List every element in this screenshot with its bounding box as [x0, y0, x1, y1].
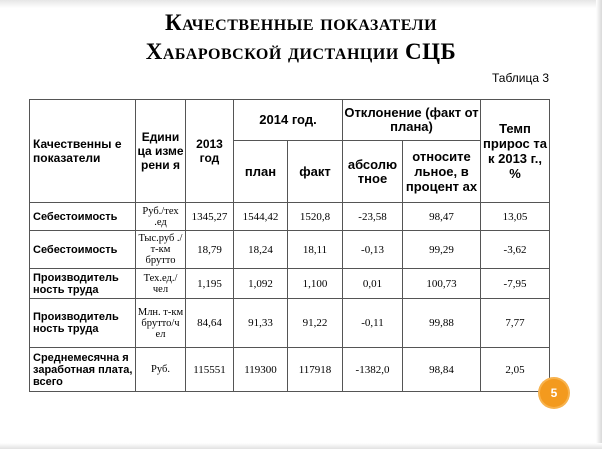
- page-number-badge: 5: [540, 379, 568, 407]
- title-line-2: Хабаровской дистанции СЦБ: [145, 39, 457, 64]
- header-indicator: Качественны е показатели: [30, 100, 136, 203]
- row-fact: 117918: [288, 348, 343, 392]
- header-fact: факт: [288, 141, 343, 203]
- header-absolute: абсолю тное: [343, 141, 403, 203]
- row-name: Производитель ность труда: [30, 299, 136, 348]
- row-plan: 91,33: [234, 299, 288, 348]
- row-growth: -7,95: [481, 269, 550, 299]
- slide-right-shade: [596, 0, 602, 449]
- row-growth: 2,05: [481, 348, 550, 392]
- row-name: Производитель ность труда: [30, 269, 136, 299]
- row-unit: Тех.ед./ чел: [136, 269, 186, 299]
- row-2013: 18,79: [186, 231, 234, 269]
- row-name: Себестоимость: [30, 203, 136, 231]
- row-unit: Млн. т-км брутто/ч ел: [136, 299, 186, 348]
- header-unit: Едини ца изме рени я: [136, 100, 186, 203]
- row-2013: 84,64: [186, 299, 234, 348]
- row-fact: 1520,8: [288, 203, 343, 231]
- header-plan: план: [234, 141, 288, 203]
- row-absolute: -23,58: [343, 203, 403, 231]
- table-row: [30, 348, 550, 392]
- row-absolute: 0,01: [343, 269, 403, 299]
- row-absolute: -0,11: [343, 299, 403, 348]
- header-growth: Темп прирос та к 2013 г., %: [481, 100, 550, 203]
- indicators-table: [29, 99, 550, 392]
- row-plan: 1544,42: [234, 203, 288, 231]
- row-fact: 1,100: [288, 269, 343, 299]
- header-2013: 2013 год: [186, 100, 234, 203]
- row-plan: 1,092: [234, 269, 288, 299]
- row-name: Среднемесячна я заработная плата, всего: [30, 348, 136, 392]
- row-name: Себестоимость: [30, 231, 136, 269]
- row-growth: 13,05: [481, 203, 550, 231]
- row-unit: Руб.: [136, 348, 186, 392]
- row-growth: 7,77: [481, 299, 550, 348]
- row-fact: 91,22: [288, 299, 343, 348]
- row-plan: 119300: [234, 348, 288, 392]
- slide-title: [0, 8, 602, 66]
- row-plan: 18,24: [234, 231, 288, 269]
- header-deviation: Отклонение (факт от плана): [343, 100, 481, 141]
- row-absolute: -1382,0: [343, 348, 403, 392]
- row-relative: 99,88: [403, 299, 481, 348]
- row-relative: 98,84: [403, 348, 481, 392]
- row-absolute: -0,13: [343, 231, 403, 269]
- slide-top-shade: [0, 0, 602, 8]
- row-2013: 115551: [186, 348, 234, 392]
- row-unit: Тыс.руб ./т-км брутто: [136, 231, 186, 269]
- header-2014: 2014 год.: [234, 100, 343, 141]
- row-relative: 100,73: [403, 269, 481, 299]
- header-relative: относите льное, в процент ах: [403, 141, 481, 203]
- table-row: [30, 231, 550, 269]
- table-row: [30, 269, 550, 299]
- slide-bottom-shade: [0, 443, 602, 449]
- table-row: [30, 299, 550, 348]
- row-fact: 18,11: [288, 231, 343, 269]
- row-growth: -3,62: [481, 231, 550, 269]
- row-relative: 99,29: [403, 231, 481, 269]
- row-2013: 1345,27: [186, 203, 234, 231]
- table-row: [30, 203, 550, 231]
- table-caption: Таблица 3: [492, 71, 550, 85]
- row-unit: Руб./тех .ед: [136, 203, 186, 231]
- title-line-1: Качественные показатели: [164, 10, 438, 35]
- row-2013: 1,195: [186, 269, 234, 299]
- row-relative: 98,47: [403, 203, 481, 231]
